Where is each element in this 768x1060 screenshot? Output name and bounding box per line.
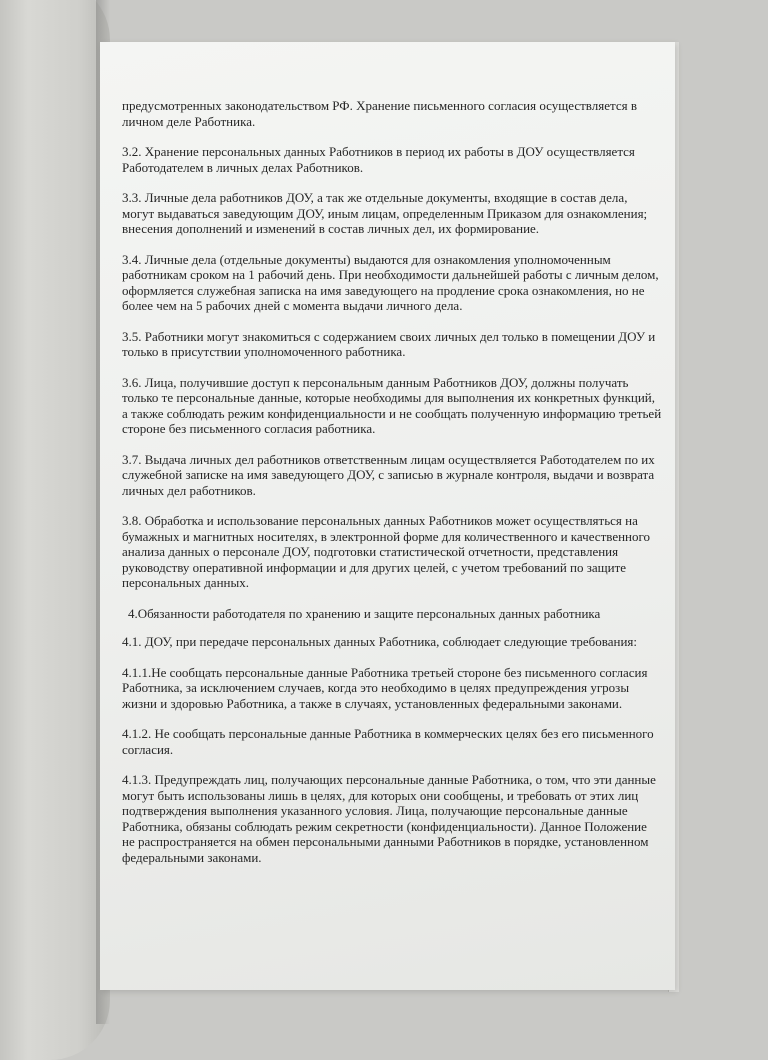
paragraph-3-6: 3.6. Лица, получившие доступ к персональным данным Работников ДОУ, должны получать только те персональные данные, которые необходимы для выполнения их конкретных функций, а также соблюдать режим конфиденциальности и не сообщать полученную информацию третьей стороне без письменного согласия работника. (122, 374, 662, 436)
paragraph-3-5: 3.5. Работники могут знакомиться с содержанием своих личных дел только в помещении ДОУ и только в присутствии уполномоченного работника. (122, 328, 656, 359)
paragraph-3-7: 3.7. Выдача личных дел работников ответственным лицам осуществляется Работодателем по их служебной записке на имя заведующего ДОУ, с записью в журнале контроля, выдачи и возврата личных дел работников. (122, 451, 655, 498)
facing-page (0, 0, 110, 1060)
paragraph-3-4: 3.4. Личные дела (отдельные документы) выдаются для ознакомления уполномоченным работникам сроком на 1 рабочий день. При необходимости дальнейшей работы с личным делом, оформляется служебная записка на имя заведующего на продление срока ознакомления, но не более чем на 5 рабочих дней с момента выдачи личного дела. (122, 251, 659, 313)
paragraph-4-1: 4.1. ДОУ, при передаче персональных данных Работника, соблюдает следующие требования: (122, 634, 637, 649)
document-page (100, 42, 675, 990)
paragraph-3-2: 3.2. Хранение персональных данных Работников в период их работы в ДОУ осуществляется Работодателем в личных делах Работников. (122, 144, 635, 175)
paragraph-3-3: 3.3. Личные дела работников ДОУ, а так же отдельные документы, входящие в состав дела, могут выдаваться заведующим ДОУ, иным лицам, определенным Приказом для ознакомления; внесения дополнений и изменений в состав личных дел, их формирование. (122, 190, 648, 236)
paragraph-4-1-3: 4.1.3. Предупреждать лиц, получающих персональные данные Работника, о том, что эти данные могут быть использованы лишь в целях, для которых они сообщены, и требовать от этих лиц подтверждения выполнения указанного условия. Лица, получающие персональные данные Работника, обязаны соблюдать режим секретности (конфиденциальности). Данное Положение не распространяется на обмен персональными данными Работников в порядке, установленном федеральными законами. (122, 772, 656, 865)
section-heading-4: 4.Обязанности работодателя по хранению и защите персональных данных работника (128, 605, 601, 621)
paragraph-3-8: 3.8. Обработка и использование персональных данных Работников может осуществляться на бумажных и магнитных носителях, в электронной форме для количественного и качественного анализа данных о персонале ДОУ, подготовки статистической отчетности, представления руководству оперативной информации и для других целей, с учетом требований по защите персональных данных. (122, 513, 651, 590)
paragraph-3-1-end: предусмотренных законодательством РФ. Хранение письменного согласия осуществляется в личном деле Работника. (122, 98, 637, 129)
paragraph-4-1-1: 4.1.1.Не сообщать персональные данные Работника третьей стороне без письменного согласия Работника, за исключением случаев, когда это необходимо в целях предупреждения угрозы жизни и здоровью Работника, а также в случаях, установленных федеральными законами. (122, 664, 648, 711)
paragraph-4-1-2: 4.1.2. Не сообщать персональные данные Работника в коммерческих целях без его письменного согласия. (122, 726, 654, 757)
document-body (122, 98, 662, 880)
